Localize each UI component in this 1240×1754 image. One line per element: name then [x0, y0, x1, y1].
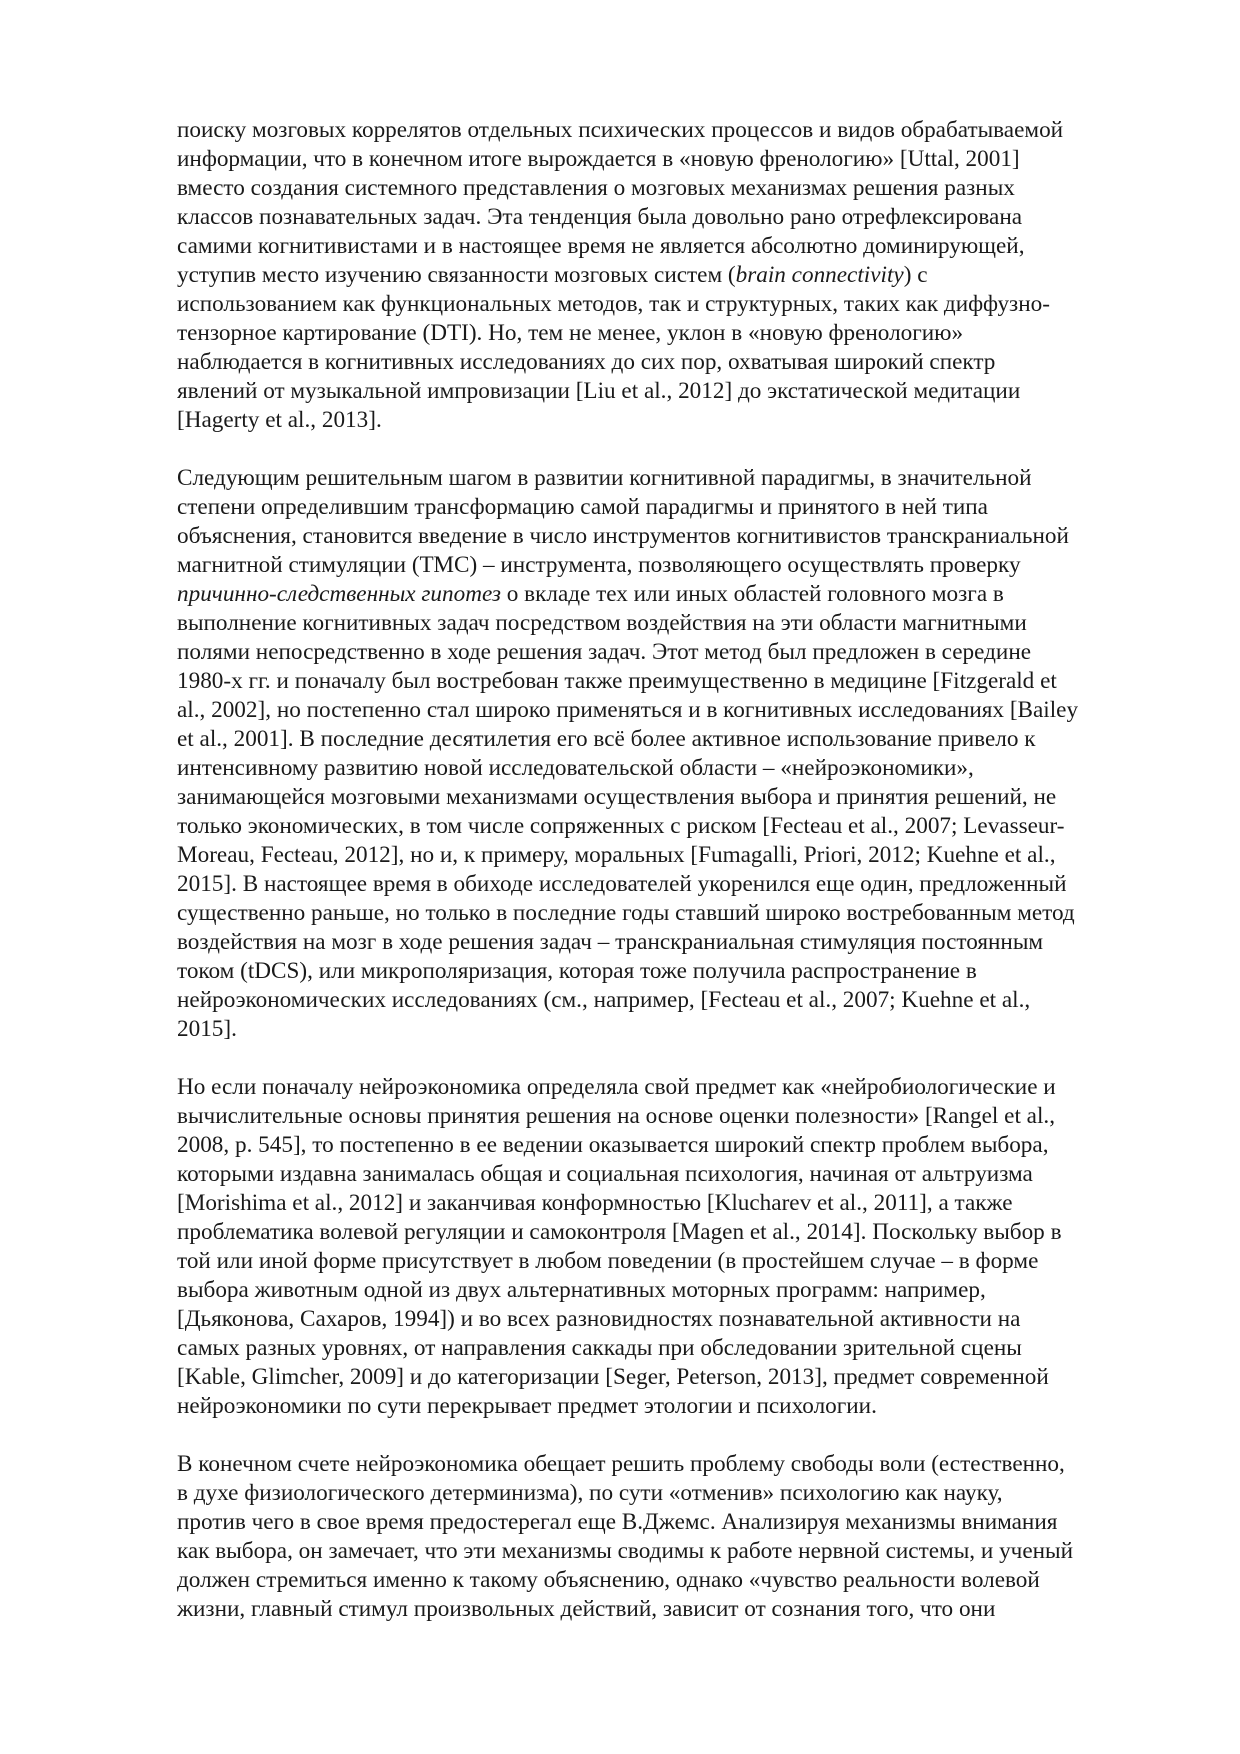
text-run: уступив место изучению связанности мозговых систем (: [177, 262, 736, 288]
text-line: [177, 1189, 1165, 1218]
text-line: [177, 551, 1165, 580]
text-run: [Дьяконова, Сахаров, 1994]) и во всех разновидностях познавательной активности на: [177, 1306, 1021, 1332]
text-run: против чего в свое время предостерегал еще В.Джемс. Анализируя механизмы внимания: [177, 1509, 1058, 1535]
text-line: [177, 812, 1165, 841]
italic-term: причинно-следственных гипотез: [177, 581, 501, 607]
text-line: [177, 1537, 1165, 1566]
text-run: В конечном счете нейроэкономика обещает решить проблему свободы воли (естественно,: [177, 1451, 1065, 1477]
text-run: 2015]. В настоящее время в обиходе исследователей укоренился еще один, предложенный: [177, 871, 1067, 897]
text-line: [177, 319, 1165, 348]
text-line: [177, 580, 1165, 609]
text-run: выполнение когнитивных задач посредством воздействия на эти области магнитными: [177, 610, 1027, 636]
text-line: [177, 841, 1165, 870]
text-line: [177, 1566, 1165, 1595]
text-line: [177, 609, 1165, 638]
text-run: информации, что в конечном итоге вырождается в «новую френологию» [Uttal, 2001]: [177, 146, 1020, 172]
text-run: al., 2002], но постепенно стал широко применяться и в когнитивных исследованиях [Bailey: [177, 697, 1079, 723]
text-run: 2008, p. 545], то постепенно в ее ведении оказывается широкий спектр проблем выбора,: [177, 1132, 1049, 1158]
text-run: 2015].: [177, 1016, 237, 1042]
text-line: [177, 145, 1165, 174]
text-line: [177, 1160, 1165, 1189]
text-line: [177, 1450, 1165, 1479]
text-line: [177, 1276, 1165, 1305]
text-line: [177, 261, 1165, 290]
text-run: в духе физиологического детерминизма), по сути «отменив» психологию как науку,: [177, 1480, 1003, 1506]
text-line: [177, 928, 1165, 957]
text-line: [177, 1102, 1165, 1131]
text-line: [177, 783, 1165, 812]
text-run: Moreau, Fecteau, 2012], но и, к примеру, моральных [Fumagalli, Priori, 2012; Kuehne et al.,: [177, 842, 1056, 868]
text-run: нейроэкономических исследованиях (см., например, [Fecteau et al., 2007; Kuehne et al.,: [177, 987, 1031, 1013]
text-run: et al., 2001]. В последние десятилетия его всё более активное использование привело к: [177, 726, 1036, 752]
text-line: [177, 638, 1165, 667]
text-run: той или иной форме присутствует в любом поведении (в простейшем случае – в форме: [177, 1248, 1039, 1274]
text-run: объяснения, становится введение в число инструментов когнитивистов транскраниальной: [177, 523, 1069, 549]
text-run: полями непосредственно в ходе решения задач. Этот метод был предложен в середине: [177, 639, 1032, 665]
text-run: самых разных уровнях, от направления саккады при обследовании зрительной сцены: [177, 1335, 1022, 1361]
text-line: [177, 1073, 1165, 1102]
paragraph-1: [177, 116, 1165, 435]
text-line: [177, 1363, 1165, 1392]
text-line: [177, 464, 1165, 493]
text-line: [177, 232, 1165, 261]
text-line: [177, 1595, 1165, 1624]
text-line: [177, 1392, 1165, 1421]
text-run: [Hagerty et al., 2013].: [177, 407, 382, 433]
text-line: [177, 1015, 1165, 1044]
text-run: [Morishima et al., 2012] и заканчивая конформностью [Klucharev et al., 2011], а также: [177, 1190, 1013, 1216]
text-run: током (tDCS), или микрополяризация, которая тоже получила распространение в: [177, 958, 977, 984]
text-run: воздействия на мозг в ходе решения задач – транскраниальная стимуляция постоянным: [177, 929, 1044, 955]
text-line: [177, 725, 1165, 754]
text-run: самими когнитивистами и в настоящее время не является абсолютно доминирующей,: [177, 233, 1025, 259]
text-run: которыми издавна занималась общая и социальная психология, начиная от альтруизма: [177, 1161, 1033, 1187]
text-line: [177, 899, 1165, 928]
text-line: [177, 203, 1165, 232]
text-line: [177, 377, 1165, 406]
paragraph-4: [177, 1450, 1165, 1624]
text-run: 1980-х гг. и поначалу был востребован также преимущественно в медицине [Fitzgerald et: [177, 668, 1057, 694]
text-run: нейроэкономики по сути перекрывает предмет этологии и психологии.: [177, 1393, 877, 1419]
text-run: тензорное картирование (DTI). Но, тем не менее, уклон в «новую френологию»: [177, 320, 964, 346]
text-run: только экономических, в том числе сопряженных с риском [Fecteau et al., 2007; Levasseur-: [177, 813, 1065, 839]
text-line: [177, 1218, 1165, 1247]
italic-term: brain connectivity: [735, 262, 904, 288]
text-run: поиску мозговых коррелятов отдельных психических процессов и видов обрабатываемой: [177, 117, 1064, 143]
text-line: [177, 116, 1165, 145]
text-line: [177, 1131, 1165, 1160]
paragraph-2: [177, 464, 1165, 1044]
text-line: [177, 754, 1165, 783]
text-run: интенсивному развитию новой исследовательской области – «нейроэкономики»,: [177, 755, 974, 781]
text-run: существенно раньше, но только в последние годы ставший широко востребованным метод: [177, 900, 1075, 926]
text-line: [177, 1479, 1165, 1508]
text-run: [Kable, Glimcher, 2009] и до категоризации [Seger, Peterson, 2013], предмет современной: [177, 1364, 1049, 1390]
text-run: проблематика волевой регуляции и самоконтроля [Magen et al., 2014]. Поскольку выбор в: [177, 1219, 1062, 1245]
text-run: классов познавательных задач. Эта тенденция была довольно рано отрефлексирована: [177, 204, 1023, 230]
text-run: о вкладе тех или иных областей головного мозга в: [500, 581, 1004, 607]
text-run: как выбора, он замечает, что эти механизмы сводимы к работе нервной системы, и ученый: [177, 1538, 1074, 1564]
text-run: должен стремиться именно к такому объяснению, однако «чувство реальности волевой: [177, 1567, 1040, 1593]
text-run: ) с: [903, 262, 928, 288]
text-run: наблюдается в когнитивных исследованиях до сих пор, охватывая широкий спектр: [177, 349, 996, 375]
text-run: Но если поначалу нейроэкономика определяла свой предмет как «нейробиологические и: [177, 1074, 1056, 1100]
text-run: магнитной стимуляции (ТМС) – инструмента, позволяющего осуществлять проверку: [177, 552, 1021, 578]
text-line: [177, 522, 1165, 551]
text-line: [177, 174, 1165, 203]
text-line: [177, 986, 1165, 1015]
text-line: [177, 1508, 1165, 1537]
text-line: [177, 696, 1165, 725]
text-run: Следующим решительным шагом в развитии когнитивной парадигмы, в значительной: [177, 465, 1032, 491]
text-run: вычислительные основы принятия решения на основе оценки полезности» [Rangel et al.,: [177, 1103, 1056, 1129]
text-line: [177, 870, 1165, 899]
text-line: [177, 667, 1165, 696]
text-line: [177, 1305, 1165, 1334]
text-run: степени определившим трансформацию самой парадигмы и принятого в ней типа: [177, 494, 988, 520]
body-text: [177, 116, 1165, 1653]
text-run: использованием как функциональных методов, так и структурных, таких как диффузно-: [177, 291, 1050, 317]
text-line: [177, 348, 1165, 377]
text-line: [177, 290, 1165, 319]
text-run: жизни, главный стимул произвольных действий, зависит от сознания того, что они: [177, 1596, 996, 1622]
text-run: явлений от музыкальной импровизации [Liu et al., 2012] до экстатической медитации: [177, 378, 1021, 404]
text-run: выбора животным одной из двух альтернативных моторных программ: например,: [177, 1277, 986, 1303]
paragraph-3: [177, 1073, 1165, 1421]
text-line: [177, 1334, 1165, 1363]
text-run: вместо создания системного представления о мозговых механизмах решения разных: [177, 175, 1015, 201]
text-line: [177, 957, 1165, 986]
text-run: занимающейся мозговыми механизмами осуществления выбора и принятия решений, не: [177, 784, 1057, 810]
text-line: [177, 406, 1165, 435]
text-line: [177, 493, 1165, 522]
text-line: [177, 1247, 1165, 1276]
